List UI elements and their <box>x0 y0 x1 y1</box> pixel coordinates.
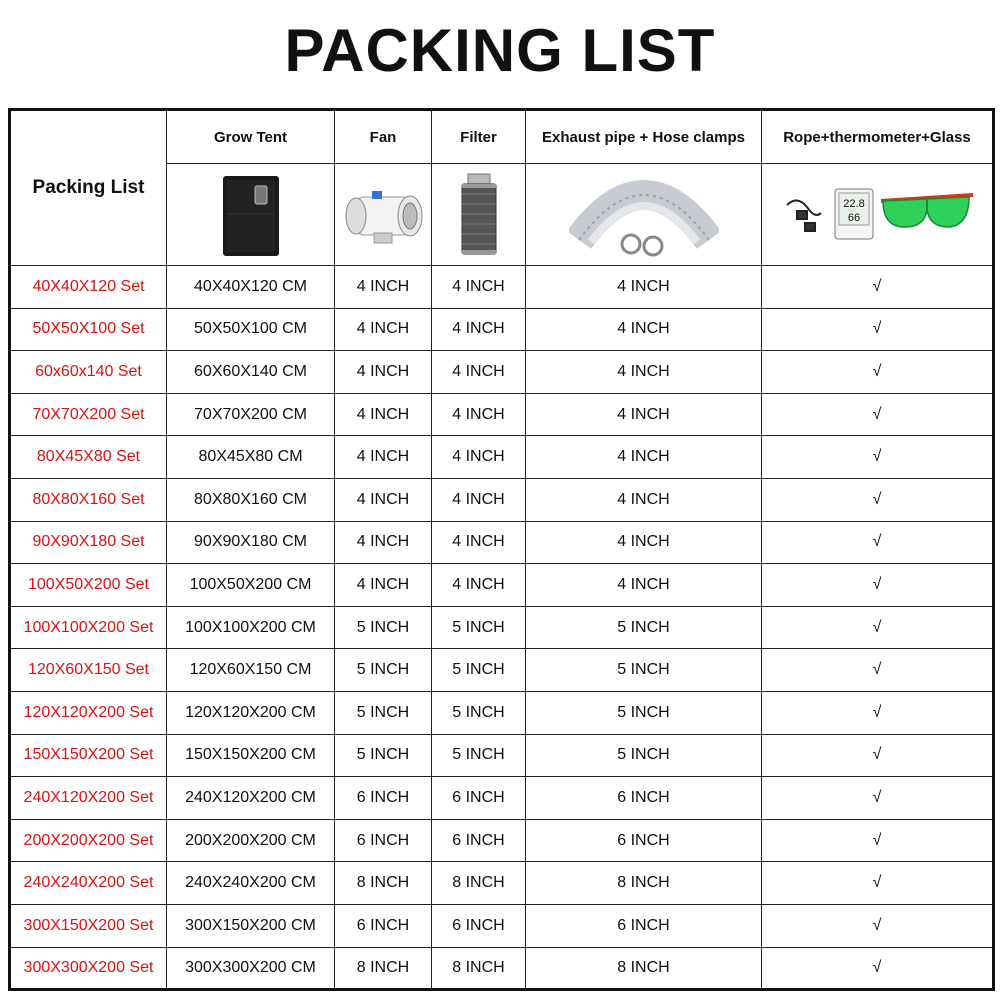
thermometer-icon <box>835 189 873 239</box>
set-cell: 150X150X200 Set <box>10 734 167 777</box>
pipe-size-cell: 4 INCH <box>526 266 762 309</box>
grow-tent-cell <box>167 164 335 266</box>
set-cell: 120X120X200 Set <box>10 691 167 734</box>
accessories-check-cell: √ <box>762 351 994 394</box>
accessories-check-cell: √ <box>762 649 994 692</box>
pipe-size-cell: 5 INCH <box>526 649 762 692</box>
tent-size-cell: 100X100X200 CM <box>167 606 335 649</box>
tent-size-cell: 120X120X200 CM <box>167 691 335 734</box>
pipe-size-cell: 5 INCH <box>526 606 762 649</box>
fan-size-cell: 4 INCH <box>335 436 432 479</box>
table-row <box>10 819 994 862</box>
table-row <box>10 266 994 309</box>
svg-text:66: 66 <box>847 211 861 224</box>
svg-text:22.8: 22.8 <box>843 197 865 210</box>
header-row <box>10 110 994 164</box>
filter-size-cell: 6 INCH <box>432 904 526 947</box>
table-row <box>10 564 994 607</box>
table-row <box>10 521 994 564</box>
pipe-size-cell: 4 INCH <box>526 351 762 394</box>
pipe-size-cell: 4 INCH <box>526 393 762 436</box>
filter-size-cell: 5 INCH <box>432 691 526 734</box>
column-header-filter: Filter <box>432 110 526 164</box>
fan-size-cell: 8 INCH <box>335 862 432 905</box>
accessories-check-cell: √ <box>762 478 994 521</box>
accessories-check-cell: √ <box>762 904 994 947</box>
pipe-size-cell: 6 INCH <box>526 819 762 862</box>
set-cell: 80X80X160 Set <box>10 478 167 521</box>
accessories-check-cell: √ <box>762 862 994 905</box>
column-header-grow-tent: Grow Tent <box>167 110 335 164</box>
column-header-exhaust-pipe: Exhaust pipe + Hose clamps <box>526 110 762 164</box>
filter-size-cell: 8 INCH <box>432 862 526 905</box>
column-header-accessories: Rope+thermometer+Glass <box>762 110 994 164</box>
tent-size-cell: 120X60X150 CM <box>167 649 335 692</box>
pipe-size-cell: 6 INCH <box>526 904 762 947</box>
tent-size-cell: 80X80X160 CM <box>167 478 335 521</box>
set-cell: 240X120X200 Set <box>10 777 167 820</box>
tent-size-cell: 60X60X140 CM <box>167 351 335 394</box>
accessories-check-cell: √ <box>762 947 994 990</box>
fan-size-cell: 4 INCH <box>335 478 432 521</box>
accessories-cell <box>762 164 994 266</box>
set-cell: 70X70X200 Set <box>10 393 167 436</box>
fan-size-cell: 5 INCH <box>335 691 432 734</box>
table-row <box>10 649 994 692</box>
table-row <box>10 947 994 990</box>
accessories-check-cell: √ <box>762 777 994 820</box>
table-row <box>10 862 994 905</box>
rope-hanger-icon <box>787 200 821 231</box>
table-row <box>10 308 994 351</box>
column-header-fan: Fan <box>335 110 432 164</box>
tent-size-cell: 200X200X200 CM <box>167 819 335 862</box>
filter-size-cell: 5 INCH <box>432 649 526 692</box>
set-cell: 80X45X80 Set <box>10 436 167 479</box>
filter-size-cell: 4 INCH <box>432 308 526 351</box>
set-cell: 300X150X200 Set <box>10 904 167 947</box>
fan-cell <box>335 164 432 266</box>
accessories-check-cell: √ <box>762 266 994 309</box>
filter-size-cell: 4 INCH <box>432 351 526 394</box>
grow-tent-image <box>211 170 291 260</box>
filter-size-cell: 4 INCH <box>432 521 526 564</box>
accessories-check-cell: √ <box>762 819 994 862</box>
fan-size-cell: 6 INCH <box>335 819 432 862</box>
table-row <box>10 777 994 820</box>
fan-size-cell: 4 INCH <box>335 393 432 436</box>
fan-size-cell: 4 INCH <box>335 351 432 394</box>
tent-size-cell: 80X45X80 CM <box>167 436 335 479</box>
fan-size-cell: 4 INCH <box>335 266 432 309</box>
set-cell: 100X50X200 Set <box>10 564 167 607</box>
set-cell: 50X50X100 Set <box>10 308 167 351</box>
set-cell: 300X300X200 Set <box>10 947 167 990</box>
carbon-filter-image <box>454 170 504 260</box>
set-cell: 100X100X200 Set <box>10 606 167 649</box>
fan-size-cell: 8 INCH <box>335 947 432 990</box>
set-cell: 60x60x140 Set <box>10 351 167 394</box>
fan-size-cell: 6 INCH <box>335 904 432 947</box>
filter-size-cell: 4 INCH <box>432 266 526 309</box>
fan-size-cell: 5 INCH <box>335 606 432 649</box>
tent-size-cell: 70X70X200 CM <box>167 393 335 436</box>
table-row <box>10 606 994 649</box>
accessories-check-cell: √ <box>762 393 994 436</box>
inline-fan-image <box>338 175 428 255</box>
filter-size-cell: 4 INCH <box>432 436 526 479</box>
set-cell: 240X240X200 Set <box>10 862 167 905</box>
accessories-check-cell: √ <box>762 521 994 564</box>
fan-size-cell: 5 INCH <box>335 649 432 692</box>
tent-size-cell: 150X150X200 CM <box>167 734 335 777</box>
set-cell: 120X60X150 Set <box>10 649 167 692</box>
accessories-check-cell: √ <box>762 308 994 351</box>
tent-size-cell: 100X50X200 CM <box>167 564 335 607</box>
accessories-check-cell: √ <box>762 564 994 607</box>
pipe-size-cell: 4 INCH <box>526 478 762 521</box>
exhaust-pipe-cell <box>526 164 762 266</box>
filter-size-cell: 4 INCH <box>432 393 526 436</box>
table-row <box>10 691 994 734</box>
tent-size-cell: 90X90X180 CM <box>167 521 335 564</box>
glasses-icon <box>881 195 973 227</box>
pipe-size-cell: 5 INCH <box>526 734 762 777</box>
pipe-size-cell: 4 INCH <box>526 436 762 479</box>
tent-size-cell: 300X300X200 CM <box>167 947 335 990</box>
accessories-check-cell: √ <box>762 691 994 734</box>
tent-size-cell: 240X120X200 CM <box>167 777 335 820</box>
filter-size-cell: 6 INCH <box>432 819 526 862</box>
pipe-size-cell: 8 INCH <box>526 862 762 905</box>
filter-size-cell: 4 INCH <box>432 564 526 607</box>
filter-cell <box>432 164 526 266</box>
fan-size-cell: 4 INCH <box>335 564 432 607</box>
table-row <box>10 478 994 521</box>
accessories-check-cell: √ <box>762 606 994 649</box>
set-cell: 200X200X200 Set <box>10 819 167 862</box>
fan-size-cell: 4 INCH <box>335 521 432 564</box>
table-row <box>10 904 994 947</box>
table-row <box>10 734 994 777</box>
corner-label: Packing List <box>10 110 167 266</box>
pipe-size-cell: 5 INCH <box>526 691 762 734</box>
pipe-size-cell: 4 INCH <box>526 308 762 351</box>
table-row <box>10 436 994 479</box>
table-row <box>10 351 994 394</box>
fan-size-cell: 4 INCH <box>335 308 432 351</box>
filter-size-cell: 5 INCH <box>432 734 526 777</box>
filter-size-cell: 8 INCH <box>432 947 526 990</box>
exhaust-pipe-image <box>569 170 719 260</box>
pipe-size-cell: 8 INCH <box>526 947 762 990</box>
tent-size-cell: 240X240X200 CM <box>167 862 335 905</box>
fan-size-cell: 6 INCH <box>335 777 432 820</box>
tent-size-cell: 50X50X100 CM <box>167 308 335 351</box>
accessories-check-cell: √ <box>762 734 994 777</box>
accessories-check-cell: √ <box>762 436 994 479</box>
pipe-size-cell: 6 INCH <box>526 777 762 820</box>
filter-size-cell: 5 INCH <box>432 606 526 649</box>
pipe-size-cell: 4 INCH <box>526 564 762 607</box>
tent-size-cell: 40X40X120 CM <box>167 266 335 309</box>
set-cell: 40X40X120 Set <box>10 266 167 309</box>
page-title: PACKING LIST <box>284 17 716 84</box>
filter-size-cell: 4 INCH <box>432 478 526 521</box>
table-row <box>10 393 994 436</box>
packing-list-table <box>8 108 995 991</box>
tent-size-cell: 300X150X200 CM <box>167 904 335 947</box>
fan-size-cell: 5 INCH <box>335 734 432 777</box>
filter-size-cell: 6 INCH <box>432 777 526 820</box>
set-cell: 90X90X180 Set <box>10 521 167 564</box>
pipe-size-cell: 4 INCH <box>526 521 762 564</box>
accessories-image <box>777 175 977 255</box>
